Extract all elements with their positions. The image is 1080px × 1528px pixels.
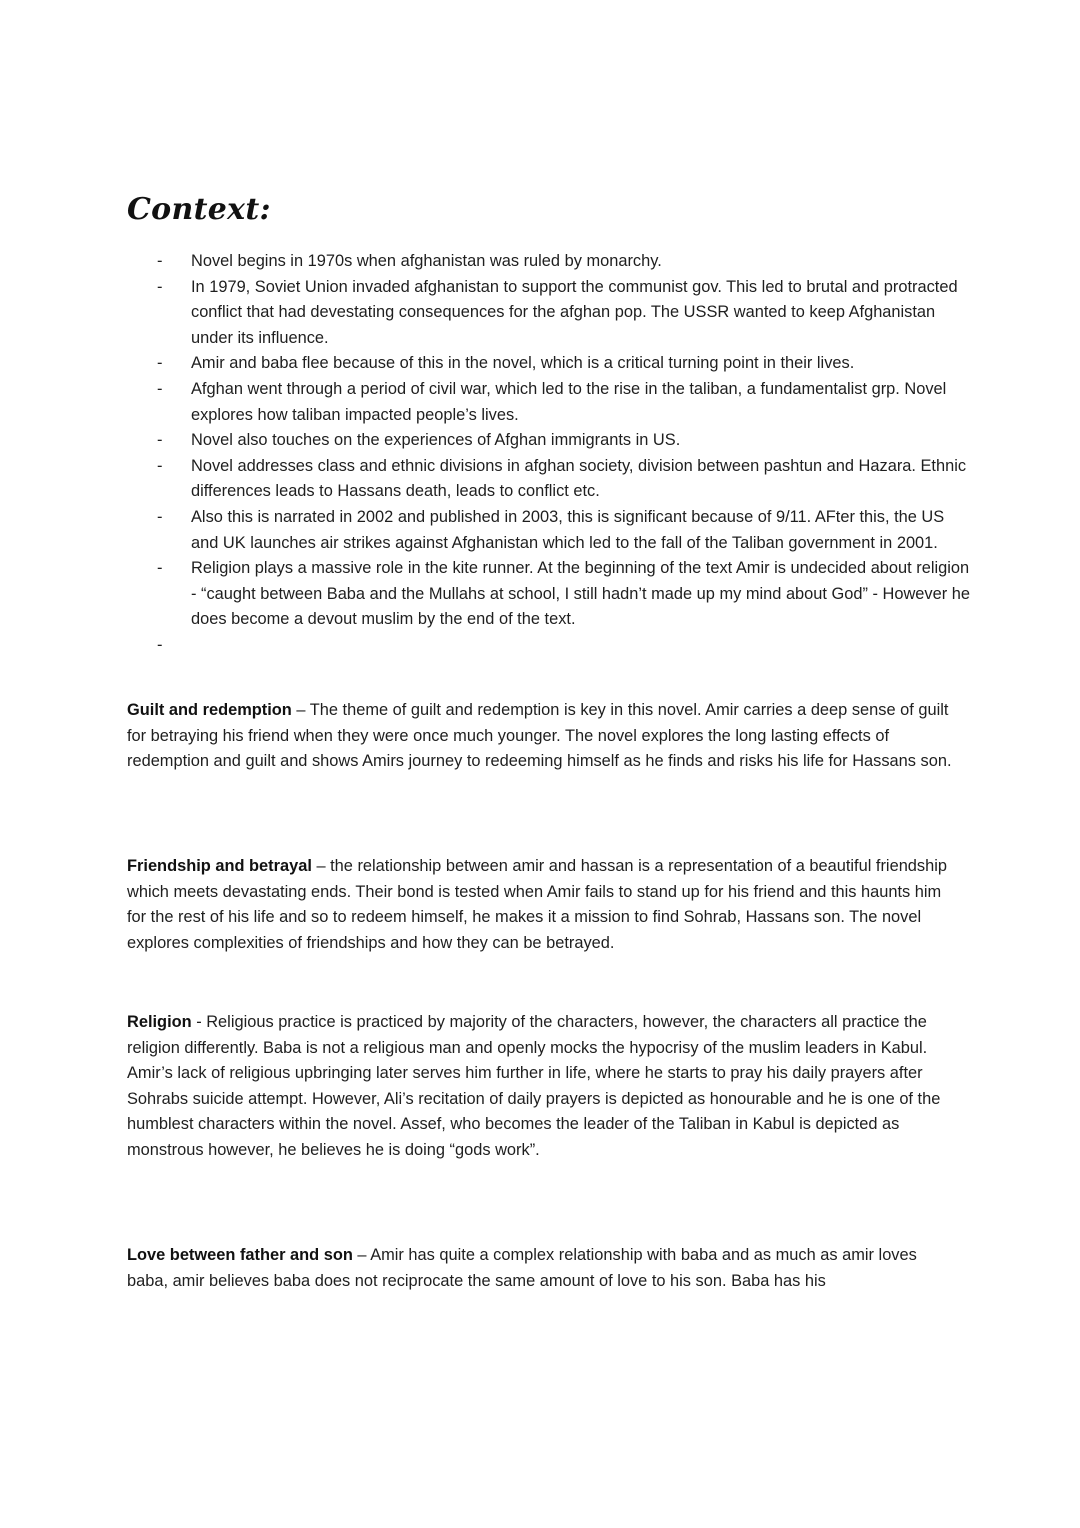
theme-guilt-paragraph — [127, 698, 957, 775]
theme-guilt-body: – The theme of guilt and redemption is key in this novel. Amir carries a deep sense of guilt for betraying his friend when they were once much younger. The novel explores the long lasting effects of redemption and guilt and shows Amirs journey to redeeming himself as he finds and risks his life for Hassans son. — [127, 701, 952, 771]
list-item — [152, 428, 972, 454]
theme-friendship-title: Friendship and betrayal — [127, 857, 312, 875]
list-item — [152, 351, 972, 377]
bullet-dash: - — [157, 456, 163, 475]
bullet-text: Novel begins in 1970s when afghanistan was ruled by monarchy. — [191, 252, 662, 270]
list-item — [152, 505, 972, 556]
bullet-text: Also this is narrated in 2002 and published in 2003, this is significant because of 9/11. AFter this, the US and UK launches air strikes against Afghanistan which led to the fall of the Taliban government in 2001. — [191, 507, 945, 552]
bullet-text: Afghan went through a period of civil war, which led to the rise in the taliban, a fundamentalist grp. Novel explores how taliban impacted people’s lives. — [191, 379, 947, 424]
theme-friendship-body: – the relationship between amir and hassan is a representation of a beautiful friendship which meets devastating ends. Their bond is tested when Amir fails to stand up for his friend and this haunts him for the rest of his life and so to redeem himself, he makes it a mission to find Sohrab, Hassans son. The novel explores complexities of friendships and how they can be betrayed. — [127, 857, 947, 952]
bullet-text: Novel also touches on the experiences of Afghan immigrants in US. — [191, 431, 681, 450]
bullet-dash: - — [157, 379, 163, 398]
bullet-dash: - — [157, 635, 163, 654]
bullet-dash: - — [157, 431, 163, 450]
theme-guilt-title: Guilt and redemption — [127, 701, 292, 719]
theme-love-title: Love between father and son — [127, 1246, 353, 1264]
theme-religion-body: - Religious practice is practiced by majority of the characters, however, the characters all practice the religion differently. Baba is not a religious man and openly mocks the hypocrisy of the muslim leaders in Kabul. Amir’s lack of religious upbringing later serves him further in life, where he starts to pray his daily prayers after Sohrabs suicide attempt. However, Ali’s recitation of daily prayers is depicted as honourable and he is one of the humblest characters within the novel. Assef, who becomes the leader of the Taliban in Kabul is depicted as monstrous however, he believes he is doing “gods work”. — [127, 1013, 941, 1159]
context-heading: Context: — [127, 192, 271, 227]
list-item — [152, 377, 972, 428]
list-item — [152, 275, 972, 352]
bullet-text: Novel addresses class and ethnic divisions in afghan society, division between pashtun and Hazara. Ethnic differences leads to Hassans death, leads to conflict etc. — [191, 456, 967, 501]
bullet-dash: - — [157, 559, 163, 578]
theme-friendship-paragraph — [127, 854, 957, 956]
theme-religion-paragraph — [127, 1010, 957, 1164]
bullet-text: Religion plays a massive role in the kite runner. At the beginning of the text Amir is undecided about religion - “caught between Baba and the Mullahs at school, I still hadn’t made up my mind about God” - However he does become a devout muslim by the end of the text. — [191, 559, 970, 629]
theme-love-paragraph — [127, 1243, 957, 1294]
list-item — [152, 556, 972, 633]
list-item — [152, 249, 972, 275]
list-item — [152, 633, 972, 659]
bullet-dash: - — [157, 507, 163, 526]
bullet-text: In 1979, Soviet Union invaded afghanistan to support the communist gov. This led to brutal and protracted conflict that had devestating consequences for the afghan pop. The USSR wanted to keep Afghanistan under its influence. — [191, 277, 958, 347]
bullet-dash: - — [157, 252, 163, 270]
context-bullet-list — [152, 249, 972, 659]
bullet-dash: - — [157, 277, 163, 296]
theme-love-body: – Amir has quite a complex relationship with baba and as much as amir loves baba, amir believes baba does not reciprocate the same amount of love to his son. Baba has his — [127, 1246, 917, 1290]
bullet-dash: - — [157, 354, 163, 373]
list-item — [152, 454, 972, 505]
theme-religion-title: Religion — [127, 1013, 192, 1031]
bullet-text: Amir and baba flee because of this in the novel, which is a critical turning point in their lives. — [191, 354, 855, 373]
